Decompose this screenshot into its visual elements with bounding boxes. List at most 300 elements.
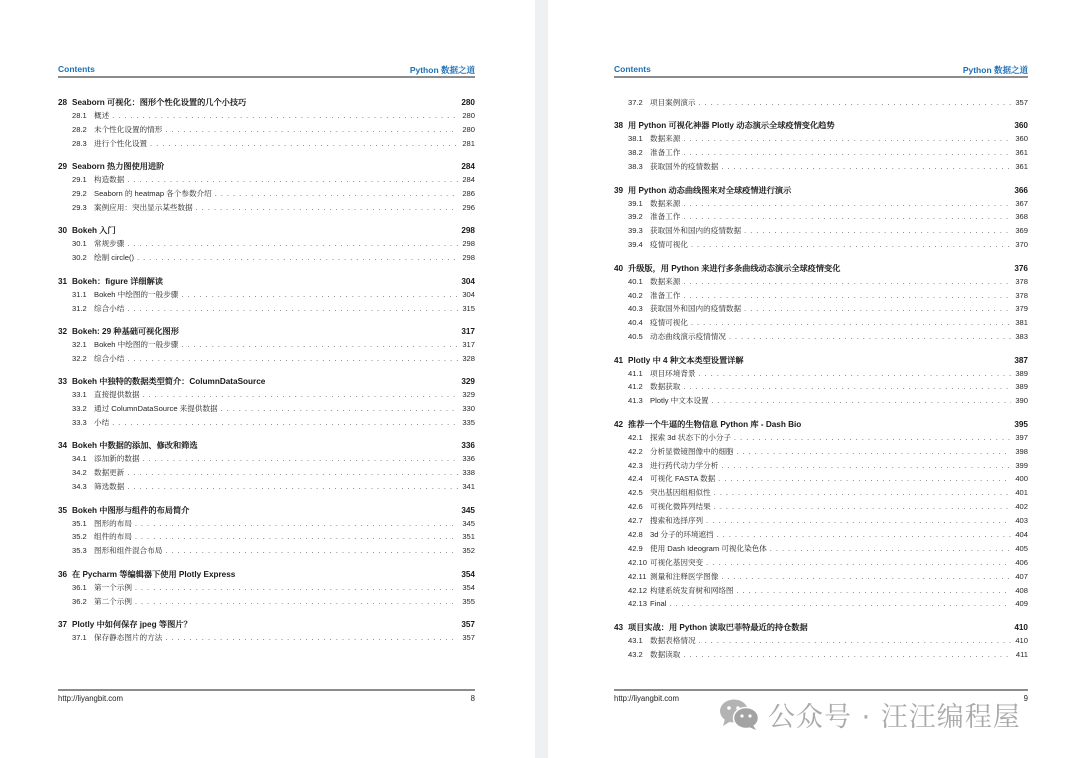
footer-url-link[interactable]: http://liyangbit.com	[58, 694, 124, 703]
toc-section-entry[interactable]	[614, 472, 1028, 486]
section-title: 直接提供数据	[94, 390, 140, 400]
toc-chapter-entry[interactable]	[58, 160, 475, 173]
section-page-number: 286	[462, 189, 475, 199]
toc-chapter-group	[58, 439, 475, 494]
section-title: 疫情可视化	[650, 318, 688, 328]
section-number: 41.1	[628, 368, 643, 378]
dot-leader	[112, 417, 458, 431]
chapter-spacer	[58, 315, 475, 325]
chapter-page-number: 345	[461, 505, 475, 515]
dot-leader	[737, 446, 1011, 460]
toc-chapter-group	[58, 224, 475, 265]
dot-leader	[734, 432, 1011, 446]
dot-leader	[714, 487, 1011, 501]
toc-section-entry[interactable]	[58, 173, 475, 187]
section-number: 40.4	[628, 318, 643, 328]
toc-chapter-group	[614, 354, 1028, 409]
section-page-number: 379	[1015, 304, 1028, 314]
chapter-spacer	[58, 265, 475, 275]
chapter-title: Seaborn 热力图使用进阶	[72, 162, 165, 172]
section-title: 综合小结	[94, 353, 125, 363]
section-number: 37.2	[628, 98, 643, 107]
section-number: 39.1	[628, 198, 643, 208]
toc-section-entry[interactable]	[614, 96, 1028, 110]
chapter-title: Bokeh 中图形与组件的布局简介	[72, 505, 190, 515]
toc-section-entry[interactable]	[614, 302, 1028, 316]
dot-leader	[135, 582, 458, 596]
chapter-page-number: 304	[461, 276, 475, 286]
toc-chapter-group	[58, 96, 475, 151]
table-of-contents	[58, 96, 475, 645]
dot-leader	[717, 529, 1011, 543]
chapter-spacer	[614, 344, 1028, 354]
toc-section-entry[interactable]	[614, 289, 1028, 303]
toc-section-entry[interactable]	[614, 556, 1028, 570]
toc-section-entry[interactable]	[614, 275, 1028, 289]
section-page-number: 355	[462, 596, 475, 606]
chapter-title: Plotly 中 4 种文本类型设置详解	[628, 355, 744, 365]
section-title: 数据来源	[650, 276, 681, 286]
dot-leader	[112, 110, 458, 124]
toc-section-entry[interactable]	[58, 302, 475, 316]
section-title: 进行药代动力学分析	[650, 460, 719, 470]
chapter-page-number: 329	[461, 377, 475, 387]
chapter-title: 项目实战：用 Python 读取巴菲特最近的持仓数据	[628, 622, 808, 632]
toc-section-entry[interactable]	[614, 486, 1028, 500]
toc-chapter-entry[interactable]	[58, 224, 475, 237]
toc-chapter-entry[interactable]	[614, 621, 1028, 634]
toc-section-entry[interactable]	[58, 123, 475, 137]
section-number: 35.2	[72, 532, 87, 542]
section-page-number: 280	[462, 124, 475, 134]
section-page-number: 304	[462, 289, 475, 299]
toc-section-entry[interactable]	[58, 352, 475, 366]
dot-leader	[737, 585, 1011, 599]
toc-section-entry[interactable]	[58, 109, 475, 123]
section-page-number: 408	[1015, 585, 1028, 595]
dot-leader	[683, 133, 1011, 147]
toc-chapter-entry[interactable]	[614, 418, 1028, 431]
toc-section-entry[interactable]	[614, 394, 1028, 408]
toc-section-entry[interactable]	[614, 584, 1028, 598]
chapter-page-number: 284	[461, 162, 475, 172]
section-number: 33.3	[72, 417, 87, 427]
section-page-number: 390	[1015, 396, 1028, 406]
chapter-number: 42	[614, 419, 624, 429]
footer-page-number: 8	[470, 694, 475, 703]
toc-chapter-entry[interactable]	[58, 375, 475, 388]
watermark	[718, 694, 1021, 734]
chapter-spacer	[58, 494, 475, 504]
toc-section-entry[interactable]	[614, 197, 1028, 211]
toc-section-entry[interactable]	[58, 544, 475, 558]
chapter-page-number: 317	[461, 326, 475, 336]
section-page-number: 405	[1015, 543, 1028, 553]
section-page-number: 352	[462, 546, 475, 556]
dot-leader	[135, 596, 458, 610]
toc-chapter-group	[614, 621, 1028, 662]
toc-section-entry[interactable]	[58, 388, 475, 402]
section-number: 35.3	[72, 546, 87, 556]
toc-section-entry[interactable]	[614, 380, 1028, 394]
section-page-number: 281	[462, 138, 475, 148]
toc-chapter-entry[interactable]	[58, 504, 475, 517]
chapter-number: 33	[58, 377, 68, 387]
section-title: 绘制 circle()	[94, 253, 135, 263]
chapter-page-number: 410	[1014, 622, 1028, 632]
section-number: 29.1	[72, 175, 87, 185]
dot-leader	[150, 138, 458, 152]
dot-leader	[706, 515, 1011, 529]
dot-leader	[215, 188, 458, 202]
chapter-number: 31	[58, 276, 68, 286]
dot-leader	[691, 239, 1011, 253]
page-gutter	[535, 0, 548, 758]
dot-leader	[699, 97, 1011, 111]
section-page-number: 407	[1015, 571, 1028, 581]
section-title: 数据来源	[650, 198, 681, 208]
toc-section-entry[interactable]	[58, 187, 475, 201]
toc-section-entry[interactable]	[58, 338, 475, 352]
dot-leader	[683, 211, 1011, 225]
header-contents-label: Contents	[58, 64, 95, 74]
section-title: 使用 Dash Ideogram 可视化染色体	[650, 543, 767, 553]
chapter-page-number: 387	[1014, 355, 1028, 365]
chapter-page-number: 376	[1014, 263, 1028, 273]
section-number: 33.2	[72, 404, 87, 414]
toc-chapter-entry[interactable]	[58, 96, 475, 109]
section-page-number: 409	[1015, 599, 1028, 609]
dot-leader	[127, 303, 458, 317]
section-number: 42.9	[628, 543, 643, 553]
toc-section-entry[interactable]	[614, 459, 1028, 473]
section-title: 数据读取	[650, 649, 681, 659]
footer-divider	[58, 689, 475, 691]
toc-section-entry[interactable]	[614, 330, 1028, 344]
toc-section-entry[interactable]	[614, 224, 1028, 238]
toc-section-entry[interactable]	[58, 480, 475, 494]
chapter-number: 28	[58, 98, 68, 107]
chapter-spacer	[58, 366, 475, 376]
section-number: 34.3	[72, 482, 87, 492]
section-title: Bokeh 中绘图的一般步骤	[94, 289, 179, 299]
chapter-number: 32	[58, 326, 68, 336]
right-page	[548, 0, 1080, 758]
section-page-number: 315	[462, 303, 475, 313]
chapter-title: Seaborn 可视化：图形个性化设置的几个小技巧	[72, 98, 247, 107]
dot-leader	[691, 317, 1011, 331]
footer-url-link[interactable]: http://liyangbit.com	[614, 694, 680, 703]
chapter-title: 用 Python 动态曲线图来对全球疫情进行演示	[628, 185, 792, 195]
section-title: 常规步骤	[94, 239, 125, 249]
toc-section-entry[interactable]	[614, 542, 1028, 556]
section-page-number: 360	[1015, 134, 1028, 144]
section-title: Bokeh 中绘图的一般步骤	[94, 339, 179, 349]
section-page-number: 383	[1015, 332, 1028, 342]
section-title: 分析显微镜图像中的细胞	[650, 446, 734, 456]
toc-section-entry[interactable]	[58, 595, 475, 609]
dot-leader	[699, 368, 1011, 382]
section-page-number: 368	[1015, 212, 1028, 222]
section-title: Seaborn 的 heatmap 各个参数介绍	[94, 189, 212, 199]
section-page-number: 398	[1015, 446, 1028, 456]
page-header	[58, 64, 475, 76]
section-title: 添加新的数据	[94, 454, 140, 464]
section-number: 29.3	[72, 202, 87, 212]
toc-section-entry[interactable]	[58, 251, 475, 265]
toc-section-entry[interactable]	[614, 570, 1028, 584]
chapter-spacer	[58, 215, 475, 225]
toc-chapter-group	[58, 275, 475, 316]
section-title: 准备工作	[650, 212, 681, 222]
chapter-spacer	[614, 252, 1028, 262]
section-title: 疫情可视化	[650, 240, 688, 250]
section-title: 项目案例演示	[650, 98, 696, 107]
section-number: 32.2	[72, 353, 87, 363]
section-title: 准备工作	[650, 290, 681, 300]
section-page-number: 354	[462, 582, 475, 592]
footer-divider	[614, 689, 1028, 691]
section-page-number: 400	[1015, 474, 1028, 484]
dot-leader	[683, 381, 1011, 395]
toc-section-entry[interactable]	[58, 201, 475, 215]
toc-section-entry[interactable]	[58, 530, 475, 544]
toc-chapter-entry[interactable]	[614, 262, 1028, 275]
dot-leader	[143, 389, 458, 403]
section-title: 突出基因组相似性	[650, 488, 711, 498]
section-page-number: 370	[1015, 240, 1028, 250]
section-title: 未个性化设置的情形	[94, 124, 163, 134]
toc-section-entry[interactable]	[58, 416, 475, 430]
section-number: 42.2	[628, 446, 643, 456]
section-title: 数据更新	[94, 468, 125, 478]
dot-leader	[770, 543, 1011, 557]
section-number: 28.2	[72, 124, 87, 134]
chapter-number: 34	[58, 441, 68, 451]
section-number: 39.3	[628, 226, 643, 236]
watermark-text: 公众号 · 汪汪编程屋	[768, 701, 1021, 733]
section-page-number: 341	[462, 482, 475, 492]
section-page-number: 329	[462, 390, 475, 400]
section-page-number: 411	[1015, 649, 1028, 659]
dot-leader	[127, 467, 458, 481]
chapter-title: Bokeh 入门	[72, 226, 116, 236]
section-page-number: 399	[1015, 460, 1028, 470]
toc-chapter-entry[interactable]	[58, 439, 475, 452]
section-number: 38.3	[628, 162, 643, 172]
toc-section-entry[interactable]	[614, 528, 1028, 542]
section-title: 数据获取	[650, 382, 681, 392]
section-page-number: 389	[1015, 368, 1028, 378]
section-number: 42.10	[628, 557, 648, 567]
section-title: Plotly 中文本设置	[650, 396, 709, 406]
section-page-number: 369	[1015, 226, 1028, 236]
section-page-number: 410	[1015, 635, 1028, 645]
toc-chapter-entry[interactable]	[58, 568, 475, 581]
dot-leader	[127, 238, 458, 252]
toc-chapter-entry[interactable]	[614, 184, 1028, 197]
section-number: 36.1	[72, 582, 87, 592]
section-number: 43.1	[628, 635, 643, 645]
section-title: 可视化 FASTA 数据	[650, 474, 716, 484]
chapter-title: 升级版，用 Python 来进行多条曲线动态演示全球疫情变化	[628, 263, 841, 273]
toc-chapter-entry[interactable]	[58, 618, 475, 631]
section-number: 31.2	[72, 303, 87, 313]
toc-section-entry[interactable]	[614, 132, 1028, 146]
chapter-page-number: 366	[1014, 185, 1028, 195]
toc-section-entry[interactable]	[614, 367, 1028, 381]
section-page-number: 284	[462, 175, 475, 185]
dot-leader	[137, 252, 458, 266]
section-page-number: 296	[462, 202, 475, 212]
section-number: 34.1	[72, 454, 87, 464]
section-number: 42.3	[628, 460, 643, 470]
dot-leader	[683, 147, 1011, 161]
dot-leader	[143, 453, 458, 467]
section-number: 42.5	[628, 488, 643, 498]
chapter-number: 41	[614, 355, 624, 365]
toc-section-entry[interactable]	[614, 316, 1028, 330]
toc-section-entry[interactable]	[614, 634, 1028, 648]
section-page-number: 317	[462, 339, 475, 349]
toc-chapter-group	[614, 418, 1028, 612]
dot-leader	[181, 289, 458, 303]
chapter-spacer	[614, 110, 1028, 120]
section-title: 保存静态图片的方法	[94, 632, 163, 642]
section-number: 39.4	[628, 240, 643, 250]
toc-section-entry[interactable]	[58, 288, 475, 302]
section-number: 28.1	[72, 111, 87, 120]
chapter-title: 用 Python 可视化神器 Plotly 动态演示全球疫情变化趋势	[628, 121, 835, 131]
toc-section-entry[interactable]	[58, 517, 475, 531]
toc-section-entry[interactable]	[614, 648, 1028, 662]
toc-chapter-entry[interactable]	[58, 325, 475, 338]
chapter-title: 推荐一个牛逼的生物信息 Python 库 - Dash Bio	[628, 419, 802, 429]
section-number: 42.4	[628, 474, 643, 484]
toc-chapter-entry[interactable]	[614, 119, 1028, 132]
chapter-spacer	[58, 608, 475, 618]
chapter-number: 37	[58, 619, 68, 629]
dot-leader	[683, 290, 1011, 304]
toc-chapter-group	[614, 119, 1028, 174]
toc-section-entry[interactable]	[614, 160, 1028, 174]
section-number: 36.2	[72, 596, 87, 606]
section-page-number: 280	[462, 111, 475, 120]
section-page-number: 338	[462, 468, 475, 478]
toc-section-entry[interactable]	[58, 402, 475, 416]
chapter-page-number: 357	[461, 619, 475, 629]
chapter-number: 35	[58, 505, 68, 515]
toc-section-entry[interactable]	[614, 514, 1028, 528]
toc-chapter-entry[interactable]	[614, 354, 1028, 367]
section-number: 42.6	[628, 502, 643, 512]
toc-chapter-group	[58, 160, 475, 215]
toc-section-entry[interactable]	[58, 137, 475, 151]
section-number: 42.1	[628, 432, 643, 442]
section-number: 42.13	[628, 599, 648, 609]
toc-chapter-group	[614, 262, 1028, 344]
toc-section-entry[interactable]	[58, 237, 475, 251]
dot-leader	[744, 303, 1011, 317]
dot-leader	[127, 174, 458, 188]
section-title: 获取国外和国内的疫情数据	[650, 304, 742, 314]
section-number: 30.1	[72, 239, 87, 249]
section-page-number: 403	[1015, 516, 1028, 526]
footer-page-number: 9	[1023, 694, 1028, 703]
dot-leader	[718, 473, 1011, 487]
section-title: 探索 3d 状态下的小分子	[650, 432, 732, 442]
dot-leader	[165, 545, 458, 559]
section-number: 32.1	[72, 339, 87, 349]
section-page-number: 381	[1015, 318, 1028, 328]
section-page-number: 298	[462, 253, 475, 263]
dot-leader	[221, 403, 458, 417]
section-number: 35.1	[72, 518, 87, 528]
section-number: 37.1	[72, 632, 87, 642]
toc-section-entry[interactable]	[58, 466, 475, 480]
section-page-number: 367	[1015, 198, 1028, 208]
section-title: 构造数据	[94, 175, 125, 185]
chapter-number: 30	[58, 226, 68, 236]
toc-section-entry[interactable]	[614, 431, 1028, 445]
chapter-spacer	[58, 430, 475, 440]
toc-section-entry[interactable]	[614, 445, 1028, 459]
chapter-spacer	[614, 611, 1028, 621]
toc-section-entry[interactable]	[614, 146, 1028, 160]
dot-leader	[669, 598, 1011, 612]
dot-leader	[729, 331, 1011, 345]
toc-chapter-entry[interactable]	[58, 275, 475, 288]
table-of-contents	[614, 96, 1028, 662]
section-number: 39.2	[628, 212, 643, 222]
section-title: 第二个示例	[94, 596, 132, 606]
chapter-spacer	[614, 408, 1028, 418]
section-title: 测量和注释医学图像	[650, 571, 719, 581]
section-number: 41.3	[628, 396, 643, 406]
section-number: 40.1	[628, 276, 643, 286]
section-title: 获取国外的疫情数据	[650, 162, 719, 172]
section-title: 构建系统发育树和网络图	[650, 585, 734, 595]
section-page-number: 336	[462, 454, 475, 464]
section-page-number: 357	[462, 632, 475, 642]
dot-leader	[721, 460, 1011, 474]
dot-leader	[683, 649, 1011, 663]
dot-leader	[181, 339, 458, 353]
header-contents-label: Contents	[614, 64, 651, 74]
section-number: 40.3	[628, 304, 643, 314]
section-number: 34.2	[72, 468, 87, 478]
section-title: 获取国外和国内的疫情数据	[650, 226, 742, 236]
section-number: 42.11	[628, 571, 647, 581]
toc-section-entry[interactable]	[58, 631, 475, 645]
section-page-number: 404	[1015, 529, 1028, 539]
section-title: 筛选数据	[94, 482, 125, 492]
section-title: 准备工作	[650, 148, 681, 158]
toc-section-entry[interactable]	[614, 238, 1028, 252]
toc-section-entry[interactable]	[614, 500, 1028, 514]
toc-section-entry[interactable]	[614, 597, 1028, 611]
toc-chapter-group	[614, 184, 1028, 253]
section-number: 42.7	[628, 516, 643, 526]
toc-section-entry[interactable]	[58, 452, 475, 466]
toc-section-entry[interactable]	[614, 210, 1028, 224]
dot-leader	[127, 353, 458, 367]
toc-section-entry[interactable]	[58, 581, 475, 595]
dot-leader	[135, 531, 458, 545]
section-page-number: 406	[1015, 557, 1028, 567]
dot-leader	[165, 124, 458, 138]
section-title: 数据来源	[650, 134, 681, 144]
